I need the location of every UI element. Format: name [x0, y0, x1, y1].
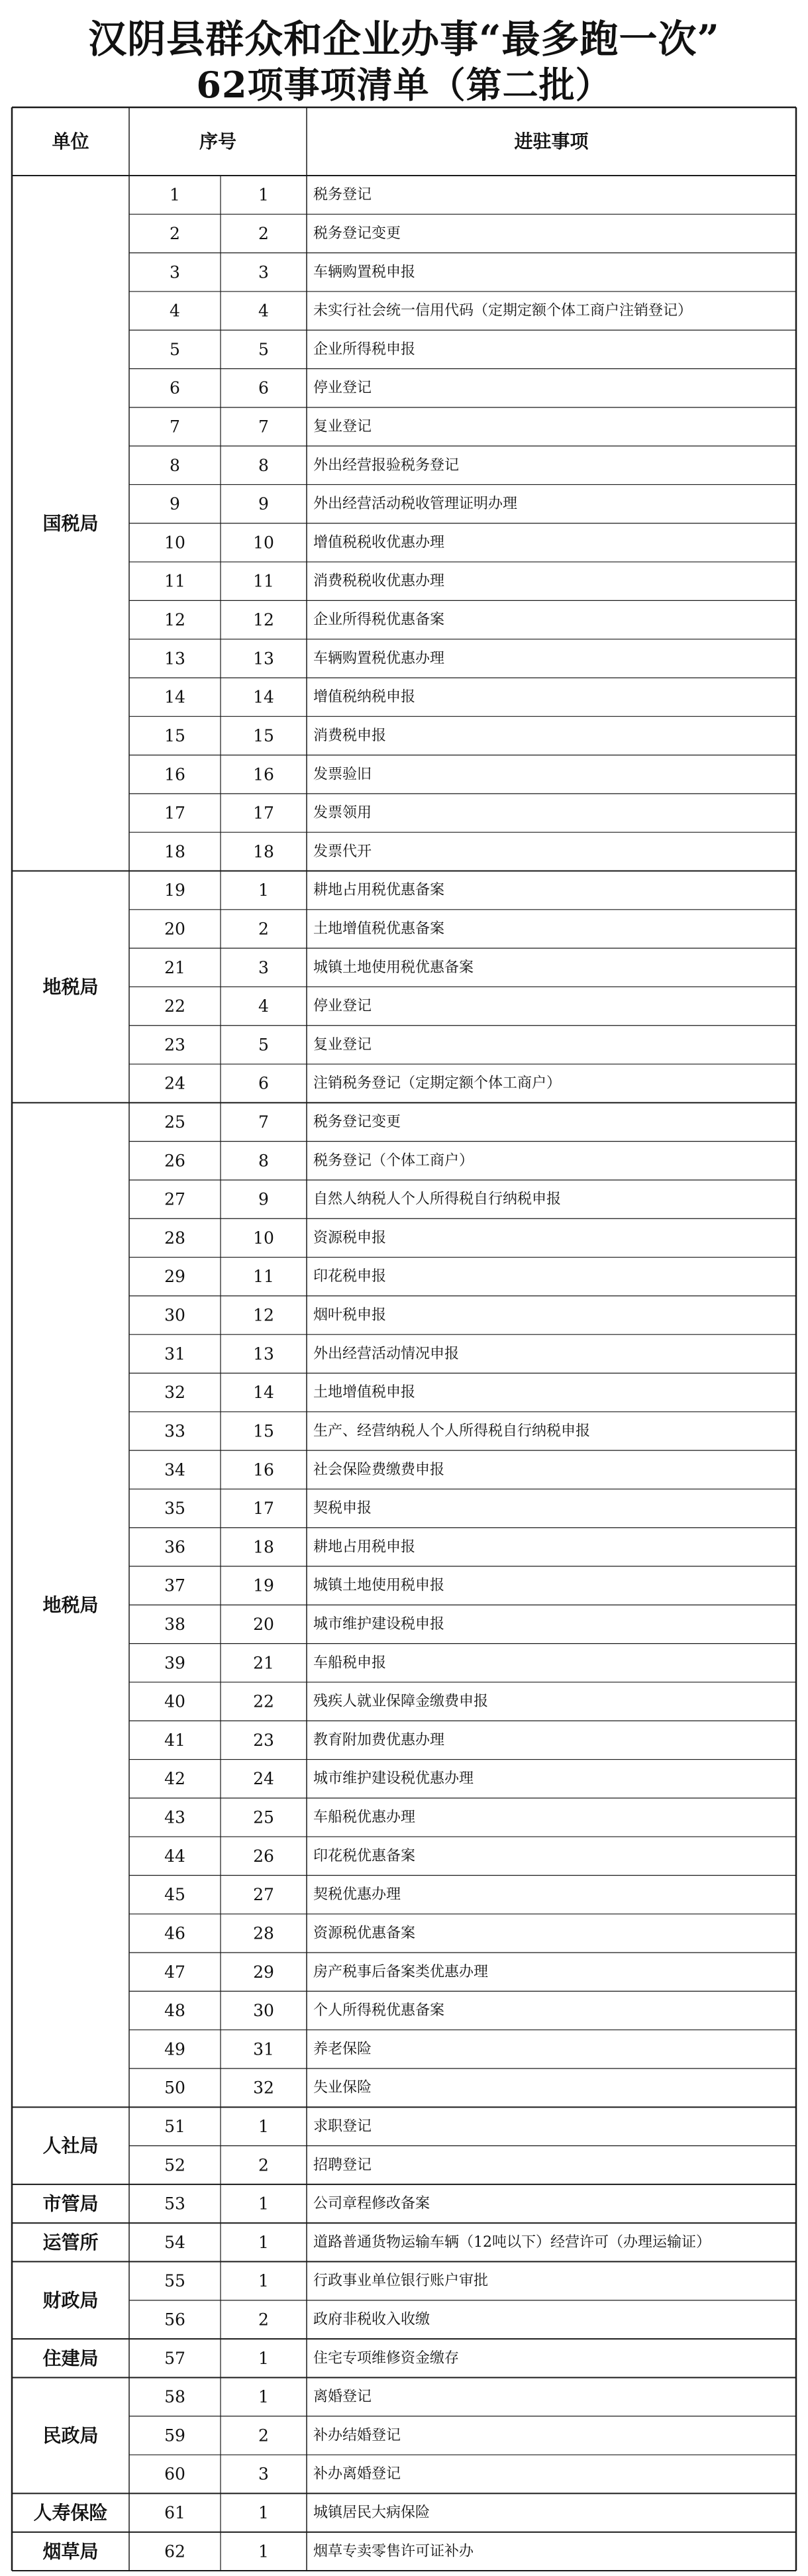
- serial-in-unit: 16: [253, 765, 274, 784]
- item-name: 契税申报: [313, 1500, 372, 1517]
- item-name: 资源税优惠备案: [313, 1925, 416, 1942]
- title-line-2: 62项事项清单（第二批）: [196, 64, 612, 106]
- unit-cell: 市管局: [42, 2192, 99, 2215]
- serial-in-unit: 8: [258, 1151, 269, 1171]
- unit-cell: 国税局: [42, 512, 99, 535]
- serial-in-unit: 19: [253, 1576, 274, 1595]
- serial-overall: 41: [164, 1730, 185, 1750]
- serial-in-unit: 5: [258, 339, 269, 359]
- serial-in-unit: 15: [253, 1421, 274, 1441]
- unit-cell: 财政局: [42, 2289, 99, 2312]
- serial-overall: 43: [164, 1807, 185, 1827]
- serial-in-unit: 30: [253, 2001, 274, 2021]
- item-name: 社会保险费缴费申报: [313, 1461, 445, 1478]
- serial-in-unit: 10: [253, 533, 274, 553]
- item-name: 发票代开: [313, 843, 372, 860]
- item-name: 税务登记: [313, 186, 372, 203]
- item-name: 政府非税收入收缴: [313, 2311, 430, 2328]
- unit-cell: 人社局: [42, 2135, 99, 2157]
- item-name: 税务登记变更: [313, 225, 401, 242]
- serial-overall: 36: [164, 1537, 185, 1557]
- serial-in-unit: 15: [253, 725, 274, 745]
- serial-in-unit: 8: [258, 455, 269, 475]
- item-name: 土地增值税优惠备案: [313, 920, 445, 938]
- item-name: 增值税税收优惠办理: [313, 534, 445, 551]
- serial-in-unit: 10: [253, 1228, 274, 1248]
- serial-overall: 15: [164, 725, 185, 745]
- serial-overall: 57: [164, 2348, 185, 2368]
- serial-in-unit: 20: [253, 1614, 274, 1634]
- item-name: 教育附加费优惠办理: [313, 1731, 445, 1748]
- serial-overall: 8: [170, 455, 180, 475]
- serial-overall: 48: [164, 2001, 185, 2021]
- serial-in-unit: 4: [258, 301, 269, 321]
- serial-overall: 45: [164, 1885, 185, 1905]
- serial-overall: 40: [164, 1691, 185, 1711]
- serial-overall: 39: [164, 1653, 185, 1673]
- item-name: 城市维护建设税优惠办理: [313, 1770, 474, 1788]
- item-name: 烟叶税申报: [313, 1307, 387, 1324]
- item-name: 土地增值税申报: [313, 1384, 416, 1401]
- serial-overall: 6: [170, 378, 180, 398]
- item-name: 个人所得税优惠备案: [313, 2002, 445, 2019]
- item-name: 企业所得税申报: [313, 341, 416, 358]
- serial-in-unit: 3: [258, 957, 269, 977]
- item-name: 养老保险: [313, 2041, 372, 2058]
- item-name: 生产、经营纳税人个人所得税自行纳税申报: [313, 1422, 591, 1440]
- item-name: 城镇土地使用税申报: [313, 1577, 445, 1594]
- serial-in-unit: 25: [253, 1807, 274, 1827]
- item-name: 消费税申报: [313, 727, 387, 744]
- serial-in-unit: 4: [258, 996, 269, 1016]
- serial-overall: 21: [164, 957, 185, 977]
- serial-in-unit: 2: [258, 2155, 269, 2175]
- serial-overall: 17: [164, 803, 185, 823]
- item-name: 行政事业单位银行账户审批: [313, 2273, 489, 2290]
- serial-overall: 33: [164, 1421, 185, 1441]
- serial-overall: 5: [170, 339, 180, 359]
- serial-in-unit: 1: [258, 2271, 269, 2291]
- serial-overall: 62: [164, 2542, 185, 2561]
- serial-in-unit: 1: [258, 2232, 269, 2252]
- serial-in-unit: 16: [253, 1460, 274, 1479]
- serial-in-unit: 1: [258, 2503, 269, 2523]
- item-name: 离婚登记: [313, 2388, 372, 2406]
- item-name: 税务登记变更: [313, 1114, 401, 1131]
- serial-in-unit: 32: [253, 2078, 274, 2098]
- serial-in-unit: 28: [253, 1923, 274, 1943]
- item-name: 城镇居民大病保险: [313, 2504, 430, 2522]
- serial-in-unit: 13: [253, 649, 274, 669]
- item-name: 耕地占用税优惠备案: [313, 882, 445, 899]
- serial-overall: 24: [164, 1073, 185, 1093]
- serial-overall: 2: [170, 223, 180, 243]
- serial-in-unit: 13: [253, 1344, 274, 1364]
- item-name: 烟草专卖零售许可证补办: [313, 2543, 474, 2560]
- serial-in-unit: 29: [253, 1962, 274, 1982]
- serial-in-unit: 21: [253, 1653, 274, 1673]
- serial-overall: 19: [164, 881, 185, 900]
- serial-in-unit: 2: [258, 223, 269, 243]
- serial-overall: 54: [164, 2232, 185, 2252]
- serial-overall: 55: [164, 2271, 185, 2291]
- serial-overall: 60: [164, 2464, 185, 2484]
- serial-in-unit: 14: [253, 1383, 274, 1403]
- serial-overall: 50: [164, 2078, 185, 2098]
- item-name: 注销税务登记（定期定额个体工商户）: [313, 1075, 562, 1092]
- item-name: 车辆购置税申报: [313, 264, 416, 281]
- serial-in-unit: 26: [253, 1846, 274, 1866]
- serial-overall: 44: [164, 1846, 185, 1866]
- serial-overall: 61: [164, 2503, 185, 2523]
- serial-overall: 27: [164, 1189, 185, 1209]
- serial-overall: 25: [164, 1112, 185, 1132]
- serial-in-unit: 11: [253, 1267, 274, 1287]
- serial-overall: 16: [164, 765, 185, 784]
- item-name: 自然人纳税人个人所得税自行纳税申报: [313, 1191, 562, 1208]
- serial-in-unit: 9: [258, 494, 269, 514]
- item-name: 失业保险: [313, 2079, 372, 2096]
- serial-in-unit: 1: [258, 2542, 269, 2561]
- serial-in-unit: 1: [258, 2194, 269, 2214]
- unit-cell: 地税局: [42, 975, 99, 998]
- serial-overall: 38: [164, 1614, 185, 1634]
- header-serial: 序号: [199, 131, 237, 152]
- serial-in-unit: 14: [253, 687, 274, 707]
- serial-overall: 7: [170, 417, 180, 437]
- item-name: 残疾人就业保障金缴费申报: [313, 1693, 489, 1710]
- serial-overall: 32: [164, 1383, 185, 1403]
- item-name: 外出经营报验税务登记: [313, 456, 460, 474]
- unit-cell: 人寿保险: [33, 2502, 108, 2524]
- unit-cell: 民政局: [42, 2424, 99, 2447]
- serial-overall: 31: [164, 1344, 185, 1364]
- serial-overall: 35: [164, 1499, 185, 1519]
- serial-overall: 56: [164, 2310, 185, 2330]
- unit-cell: 运管所: [42, 2231, 99, 2253]
- serial-overall: 10: [164, 533, 185, 553]
- item-name: 停业登记: [313, 998, 372, 1015]
- item-name: 外出经营活动税收管理证明办理: [313, 496, 518, 513]
- item-name: 住宅专项维修资金缴存: [313, 2349, 460, 2367]
- serial-overall: 3: [170, 262, 180, 282]
- unit-cell: 烟草局: [42, 2540, 99, 2563]
- header-item: 进驻事项: [514, 131, 589, 152]
- serial-overall: 37: [164, 1576, 185, 1595]
- item-name: 契税优惠办理: [313, 1886, 401, 1904]
- serial-in-unit: 1: [258, 185, 269, 205]
- serial-in-unit: 1: [258, 881, 269, 900]
- serial-in-unit: 2: [258, 2310, 269, 2330]
- header-unit: 单位: [52, 131, 89, 152]
- item-name: 印花税优惠备案: [313, 1847, 416, 1864]
- serial-in-unit: 12: [253, 610, 274, 630]
- item-name: 印花税申报: [313, 1268, 387, 1285]
- item-name: 增值税纳税申报: [313, 688, 416, 706]
- item-name: 补办离婚登记: [313, 2465, 401, 2483]
- serial-overall: 23: [164, 1035, 185, 1055]
- serial-in-unit: 5: [258, 1035, 269, 1055]
- serial-in-unit: 27: [253, 1885, 274, 1905]
- serial-overall: 12: [164, 610, 185, 630]
- title-line-1: 汉阴县群众和企业办事“最多跑一次”: [88, 17, 720, 62]
- serial-overall: 46: [164, 1923, 185, 1943]
- item-name: 发票验旧: [313, 766, 372, 783]
- serial-overall: 1: [170, 185, 180, 205]
- serial-in-unit: 11: [253, 571, 274, 591]
- serial-overall: 53: [164, 2194, 185, 2214]
- serial-in-unit: 6: [258, 1073, 269, 1093]
- serial-in-unit: 9: [258, 1189, 269, 1209]
- serial-overall: 34: [164, 1460, 185, 1479]
- serial-in-unit: 1: [258, 2348, 269, 2368]
- serial-overall: 20: [164, 919, 185, 939]
- item-name: 道路普通货物运输车辆（12吨以下）经营许可（办理运输证）: [313, 2233, 711, 2251]
- item-name: 复业登记: [313, 418, 372, 435]
- unit-cell: 地税局: [42, 1593, 99, 1616]
- item-name: 车辆购置税优惠办理: [313, 650, 445, 667]
- serial-in-unit: 7: [258, 417, 269, 437]
- serial-in-unit: 31: [253, 2039, 274, 2059]
- serial-in-unit: 17: [253, 1499, 274, 1519]
- serial-in-unit: 18: [253, 841, 274, 861]
- item-name: 耕地占用税申报: [313, 1538, 416, 1556]
- serial-overall: 49: [164, 2039, 185, 2059]
- serial-in-unit: 1: [258, 2387, 269, 2407]
- item-name: 外出经营活动情况申报: [313, 1345, 460, 1362]
- item-name: 求职登记: [313, 2118, 372, 2135]
- serial-in-unit: 6: [258, 378, 269, 398]
- serial-overall: 29: [164, 1267, 185, 1287]
- serial-in-unit: 12: [253, 1305, 274, 1325]
- item-name: 消费税税收优惠办理: [313, 572, 445, 590]
- serial-in-unit: 17: [253, 803, 274, 823]
- item-name: 企业所得税优惠备案: [313, 612, 445, 629]
- item-name: 公司章程修改备案: [313, 2195, 430, 2212]
- item-name: 复业登记: [313, 1036, 372, 1053]
- serial-in-unit: 3: [258, 2464, 269, 2484]
- item-name: 未实行社会统一信用代码（定期定额个体工商户注销登记）: [313, 302, 693, 319]
- serial-overall: 18: [164, 841, 185, 861]
- serial-overall: 13: [164, 649, 185, 669]
- serial-overall: 30: [164, 1305, 185, 1325]
- item-name: 城市维护建设税申报: [313, 1615, 445, 1633]
- item-name: 补办结婚登记: [313, 2427, 401, 2444]
- serial-overall: 47: [164, 1962, 185, 1982]
- serial-overall: 59: [164, 2426, 185, 2445]
- serial-in-unit: 7: [258, 1112, 269, 1132]
- unit-cell: 住建局: [42, 2347, 99, 2369]
- item-name: 车船税申报: [313, 1654, 387, 1672]
- serial-in-unit: 1: [258, 2116, 269, 2136]
- item-name: 税务登记（个体工商户）: [313, 1152, 474, 1169]
- serial-in-unit: 2: [258, 2426, 269, 2445]
- item-name: 车船税优惠办理: [313, 1809, 416, 1826]
- serial-in-unit: 3: [258, 262, 269, 282]
- serial-overall: 51: [164, 2116, 185, 2136]
- serial-in-unit: 23: [253, 1730, 274, 1750]
- item-name: 资源税申报: [313, 1229, 387, 1246]
- serial-overall: 22: [164, 996, 185, 1016]
- serial-overall: 4: [170, 301, 180, 321]
- item-name: 停业登记: [313, 380, 372, 397]
- serial-in-unit: 18: [253, 1537, 274, 1557]
- item-name: 房产税事后备案类优惠办理: [313, 1963, 489, 1980]
- serial-in-unit: 24: [253, 1769, 274, 1789]
- item-name: 发票领用: [313, 804, 372, 822]
- serial-in-unit: 2: [258, 919, 269, 939]
- item-name: 招聘登记: [313, 2157, 372, 2174]
- serial-overall: 9: [170, 494, 180, 514]
- serial-overall: 14: [164, 687, 185, 707]
- serial-overall: 26: [164, 1151, 185, 1171]
- serial-overall: 52: [164, 2155, 185, 2175]
- serial-overall: 11: [164, 571, 185, 591]
- serial-overall: 42: [164, 1769, 185, 1789]
- serial-in-unit: 22: [253, 1691, 274, 1711]
- serial-overall: 28: [164, 1228, 185, 1248]
- item-name: 城镇土地使用税优惠备案: [313, 959, 474, 976]
- serial-overall: 58: [164, 2387, 185, 2407]
